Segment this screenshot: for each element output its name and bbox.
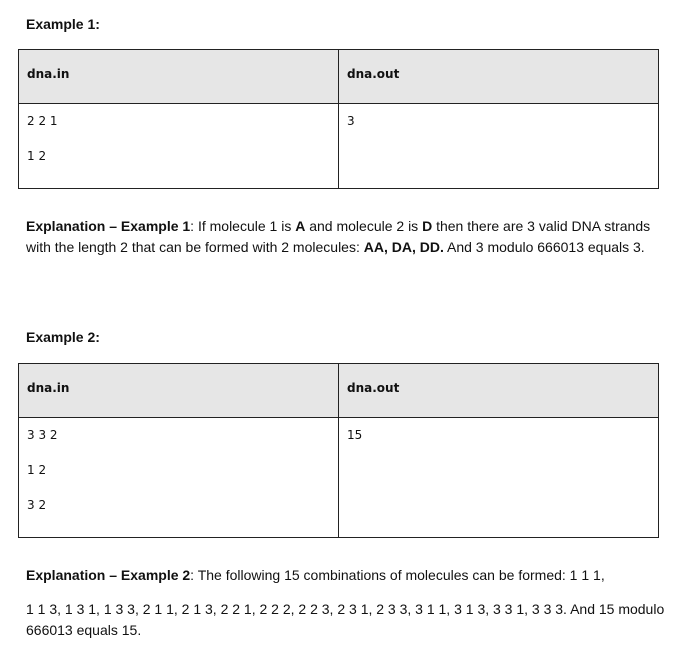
molecule-a: A [295,218,306,234]
strand-list: AA, DA, DD. [363,239,444,255]
output-line: 15 [347,428,363,442]
example-1-table [18,49,659,189]
table-row [19,104,659,189]
input-line: 1 2 [27,463,47,477]
explanation-text: and molecule 2 is [305,218,423,234]
output-line: 3 [347,114,355,128]
output-cell [339,104,659,189]
column-header-input: dna.in [19,50,339,104]
explanation-text: then there are 3 valid DNA strands with the length 2 that can be formed with 2 molecules: [26,218,651,255]
explanation-text: : The following 15 combinations of molecules can be formed: 1 1 1, [190,567,605,583]
explanation-line-2: 1 1 3, 1 3 1, 1 3 3, 2 1 1, 2 1 3, 2 2 1, 2 2 2, 2 2 3, 2 3 1, 2 3 3, 3 1 1, 3 1 3, 3 3 1, 3 3 3. And 15 modulo 666013 equals 15. [26,601,665,638]
example-1-heading: Example 1: [26,16,100,32]
input-line: 2 2 1 [27,114,58,128]
table-header-row [19,50,659,104]
column-header-input: dna.in [19,364,339,418]
example-2-heading: Example 2: [26,329,100,345]
molecule-d: D [422,218,433,234]
column-header-output: dna.out [339,364,659,418]
input-cell [19,104,339,189]
example-2-table [18,363,659,538]
example-2-explanation [26,565,666,641]
input-line: 3 2 [27,498,47,512]
input-cell [19,418,339,538]
explanation-text: And 3 modulo 666013 equals 3. [443,239,645,255]
example-1-explanation [26,216,666,258]
table-row [19,418,659,538]
explanation-text: : If molecule 1 is [190,218,296,234]
input-line: 1 2 [27,149,47,163]
column-header-output: dna.out [339,50,659,104]
explanation-label: Explanation – Example 1 [26,218,191,234]
output-cell [339,418,659,538]
explanation-line-1 [26,565,666,586]
explanation-label: Explanation – Example 2 [26,567,191,583]
input-line: 3 3 2 [27,428,58,442]
table-header-row [19,364,659,418]
